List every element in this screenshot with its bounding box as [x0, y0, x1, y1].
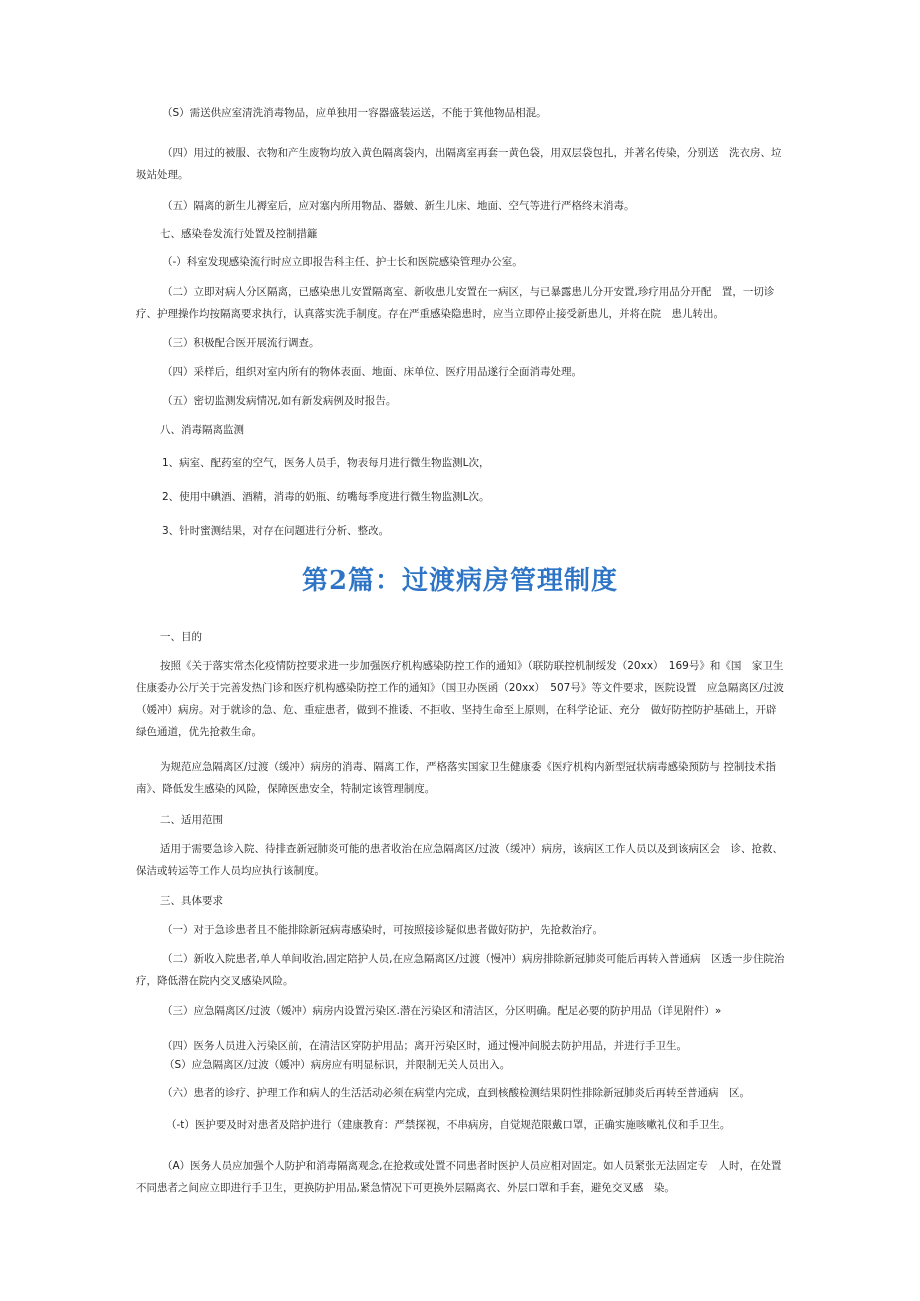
paragraph-supply-room-items: （S）需送供应室清洗消毒物品，应单独用一容器盛装运送，不能于箕他物品相混。 [162, 107, 547, 119]
list-item-2: 2、使用中碘酒、酒精，消毒的奶瓶、纺嘴每季度进行微生物监测L次。 [162, 491, 490, 503]
requirement-4: （四）医务人员进入污染区前，在清洁区穿防护用品；离开污染区时，通过慢冲间脱去防护用品，并进行手卫生。 [162, 1040, 687, 1052]
paragraph-used-bedding-handling: （四）用过的被服、衣物和产生废物均放入黄色隔离袋内，出隔离室再套一黄色袋，用双层袋包扎，并著名传染，分别送 洗衣房、垃圾站处理。 [136, 147, 782, 181]
requirement-5: （S）应急隔离区/过波（媛冲）病房应有明显标识，并限制无关人员出入。 [164, 1059, 511, 1071]
requirement-2: （二）新收入院患者,单人单间收治,固定陪护人员,在应急隔离区/过渡（慢冲）病房排除新冠肺炎可能后再转入普通病 区透一步住院治疗，降低潜在院内交叉感染风险。 [136, 953, 785, 987]
paragraph-monitoring: （五）密切监测发病情况,如有新发病例及时报告。 [162, 395, 397, 407]
list-item-1: 1、病室、配药室的空气，医务人员手，物表每月进行微生物监测L次， [162, 457, 490, 469]
paragraph-scope: 适用于需要急诊入院、待排查新冠肺炎可能的患者收治在应急隔离区/过波（缓冲）病房，该病区工作人员以及到该病区会 诊、抢救、保洁或转运等工作人员均应执行该制度。 [136, 843, 784, 877]
paragraph-sampling-disinfection: （四）采样后，组织对室内所有的物体表面、地面、床单位、医疗用品遂行全面消毒处理。 [162, 366, 582, 378]
requirement-6: （六）患者的诊疗、护理工作和病人的生活活动必须在病堂内完成，直到核酸检测结果阴性排除新冠肺炎后再转至普通病 区。 [162, 1087, 750, 1099]
requirement-3: （三）应急隔离区/过波（媛冲）病房内设置污染区.潜在污染区和清洁区，分区明确。配足必要的防护用品（详见附件）» [162, 1005, 722, 1017]
paragraph-investigation: （三）积极配合医开展流行调查。 [162, 337, 320, 349]
requirement-8: （A）医务人员应加强个人防护和消毒隔离观念,在抢救或处置不同患者时医护人员应相对固定。如人员紧张无法固定专 人时，在处置不同患者之间应立即进行手卫生，更换防护用品,紧急情况下可更换外层隔离衣、外层口罩和手套，避免交叉感 染。 [136, 1160, 782, 1194]
paragraph-zone-isolation: （二）立即对病人分区隔离，已感染患儿安置隔离室、新收患儿安置在一病区，与已暴露患儿分开安置,珍疗用品分开配 置，一切诊疗、护理操作均按隔离要求执行，认真落实洗手制度。存在严重感染隐患时，应当立即停止接受新患儿，并将在院 患儿转出。 [136, 286, 775, 320]
paragraph-report-outbreak: （-）科室发现感染流行时应立即报告科主任、护士长和医院感染管理办公室。 [162, 256, 523, 268]
chapter-title: 第2篇：过渡病房管理制度 [301, 566, 619, 596]
section-heading-purpose: 一、目的 [160, 631, 202, 643]
requirement-1: （一）对于急诊患者且不能排除新冠病毒感染时，可按照接诊疑似患者做好防护，先抢救治疗。 [162, 924, 603, 936]
paragraph-isolation-terminal-disinfection: （五）隔离的新生儿褥室后，应对塞内所用物品、器皴、新生儿床、地面、空气等进行严格终末消毒。 [162, 200, 635, 212]
paragraph-purpose: 按照《关于落实常杰化疫情防控要求进一步加强医疗机构感染防控工作的通知》（联防联控机制绥发（20xx） 169号》和《国 家卫生住康委办公厅关于完善发热门诊和医疗机构感染防控工作的通知》（国卫办医函（20xx） 507号》等文件要求，医院设置 应急隔离区/过波（媛冲）病房。对于就诊的急、危、重症患者，做到不推诿、不拒收、坚持生命至上原则，在科学论证、充分 做好防控防护基础上，开辟绿色通道，优先抢救生命。 [136, 660, 784, 738]
section-heading-8: 八、消毒隔离监测 [160, 424, 244, 436]
section-heading-requirements: 三、具体要求 [160, 895, 223, 907]
section-heading-7: 七、感染卷发流行处置及控制措籬 [160, 228, 318, 240]
paragraph-regulation: 为规范应急隔离区/过渡（缓冲）病房的消毒、隔离工作，严格落实国家卫生健康委《医疗机构内新型冠状病毒感染预防与 控制技术指南》、降低发生感染的风险，保障医患安全，特制定该管理制度。 [136, 761, 776, 795]
requirement-7: （-t）医护要及时对患者及陪护进行（建康教育：严禁探视，不串病房，自觉规范限戴口罩，正确实施咳嗽礼仪和手卫生。 [166, 1119, 731, 1131]
list-item-3: 3、针时蜜测结果，对存在问题进行分析、整改。 [162, 525, 390, 537]
section-heading-scope: 二、适用范围 [160, 814, 223, 826]
